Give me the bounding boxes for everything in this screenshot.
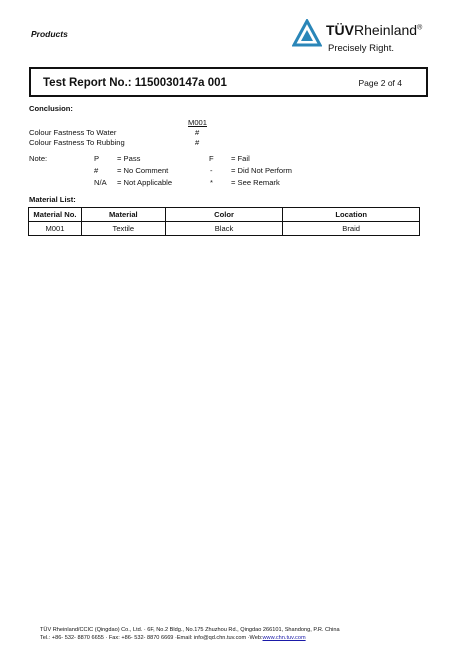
legend-meaning: = Did Not Perform	[231, 166, 292, 175]
legend-meaning: = Pass	[117, 154, 141, 163]
conclusion-row-value: #	[195, 138, 200, 147]
table-cell: M001	[29, 222, 82, 236]
table-cell: Black	[165, 222, 283, 236]
legend-code: N/A	[94, 178, 107, 187]
tuv-logo	[292, 19, 442, 59]
legend-meaning: = Not Applicable	[117, 178, 173, 187]
conclusion-row-value: #	[195, 128, 200, 137]
footer-contact	[40, 635, 306, 641]
legend-meaning: = Fail	[231, 154, 250, 163]
column-header: Location	[283, 208, 420, 222]
conclusion-heading: Conclusion:	[29, 104, 73, 113]
footer-website-link[interactable]: www.chn.tuv.com	[262, 635, 306, 641]
legend-code: *	[210, 178, 213, 187]
report-title: Test Report No.: 1150030147a 001	[43, 77, 227, 89]
footer-contact-text: Tel.: +86- 532- 8870 6655 · Fax: +86- 532- 8870 6669 ·Email: info@qd.chn.tuv.com ·Web:	[40, 635, 263, 641]
legend-code: #	[94, 166, 99, 175]
conclusion-row-label: Colour Fastness To Water	[29, 128, 117, 137]
material-list-heading: Material List:	[29, 195, 76, 204]
conclusion-row-label: Colour Fastness To Rubbing	[29, 138, 125, 147]
footer-address: TÜV Rheinland/CCIC (Qingdao) Co., Ltd. · 6F, No.2 Bldg., No.175 Zhuzhou Rd., Qingdao 266101, Shandong, P.R. China	[40, 627, 340, 633]
logo-tagline: Precisely Right.	[328, 43, 394, 54]
note-label: Note:	[29, 154, 48, 163]
legend-code: -	[210, 166, 213, 175]
logo-brand: TÜVRheinland®	[326, 22, 423, 38]
column-header: Material	[81, 208, 165, 222]
table-cell: Textile	[81, 222, 165, 236]
table-cell: Braid	[283, 222, 420, 236]
column-header: Color	[165, 208, 283, 222]
sample-id: M001	[188, 118, 207, 127]
section-label: Products	[31, 29, 68, 39]
table-header-row	[29, 208, 420, 222]
page-number: Page 2 of 4	[358, 78, 402, 88]
report-header-box	[29, 67, 428, 97]
legend-code: F	[209, 154, 214, 163]
legend-meaning: = No Comment	[117, 166, 169, 175]
legend-meaning: = See Remark	[231, 178, 280, 187]
legend-code: P	[94, 154, 100, 163]
tuv-triangle-icon	[292, 19, 322, 49]
column-header: Material No.	[29, 208, 82, 222]
table-row	[29, 222, 420, 236]
material-table	[28, 207, 420, 236]
